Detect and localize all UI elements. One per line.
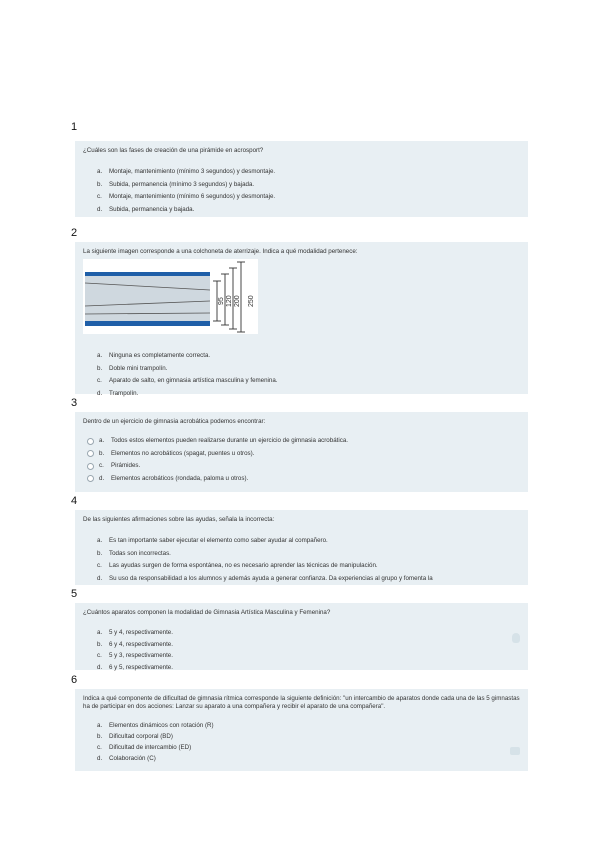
- answer-option[interactable]: [97, 662, 520, 674]
- option-letter: b.: [97, 640, 103, 648]
- landing-mat-diagram: [83, 259, 258, 334]
- answer-option[interactable]: [97, 560, 520, 573]
- answer-option[interactable]: [97, 720, 520, 731]
- dimension-label: 200: [234, 295, 241, 307]
- question-card: [75, 603, 528, 670]
- option-text: Elementos acrobáticos (rondada, paloma u otros).: [111, 474, 249, 482]
- option-text: Aparato de salto, en gimnasia artística masculina y femenina.: [109, 377, 278, 384]
- answer-option[interactable]: [97, 742, 520, 753]
- question-number: 2: [71, 227, 78, 239]
- option-text: Montaje, mantenimiento (mínimo 6 segundos) y desmontaje.: [109, 193, 276, 200]
- option-letter: c.: [97, 193, 102, 200]
- answer-options: [83, 435, 520, 485]
- answer-option[interactable]: [97, 639, 520, 651]
- question-text: ¿Cuántos aparatos componen la modalidad de Gimnasia Artística Masculina y Femenina?: [83, 609, 331, 616]
- option-letter: b.: [97, 549, 103, 557]
- question-number: 6: [71, 674, 78, 686]
- option-letter: c.: [99, 462, 104, 469]
- dimension-label: 120: [226, 295, 233, 307]
- answer-option[interactable]: [97, 375, 520, 388]
- answer-options: [83, 166, 520, 216]
- option-text: Elementos dinámicos con rotación (R): [109, 722, 214, 729]
- option-text: Pirámides.: [111, 462, 141, 469]
- option-letter: a.: [97, 168, 103, 175]
- answer-option[interactable]: [87, 460, 520, 473]
- question-text: Indica a qué componente de dificultad de gimnasia rítmica corresponde la siguiente definición: "un intercambio de aparatos donde cada una de las 5 gimnastas ha de participar en dos acciones: Lanzar su aparato a una compañera y recibir el aparato de una compañera".: [83, 695, 520, 710]
- option-text: Todas son incorrectas.: [109, 549, 171, 557]
- option-letter: c.: [97, 562, 102, 569]
- option-letter: d.: [99, 474, 105, 482]
- option-letter: d.: [97, 574, 103, 582]
- option-text: Subida, permanencia y bajada.: [109, 205, 195, 213]
- answer-option[interactable]: [97, 548, 520, 561]
- option-letter: a.: [97, 352, 103, 359]
- option-letter: a.: [99, 437, 105, 444]
- answer-option[interactable]: [97, 388, 520, 401]
- answer-option[interactable]: [97, 535, 520, 548]
- answer-option[interactable]: [97, 350, 520, 363]
- option-letter: a.: [97, 537, 103, 544]
- answer-option[interactable]: [97, 650, 520, 662]
- question-card: [75, 141, 528, 217]
- option-letter: d.: [97, 389, 103, 397]
- watermark-icon: [512, 633, 520, 643]
- answer-option[interactable]: [97, 166, 520, 179]
- question-number: 3: [71, 397, 78, 409]
- watermark-icon: [510, 747, 520, 755]
- option-letter: d.: [97, 205, 103, 213]
- option-letter: b.: [97, 733, 103, 740]
- option-text: Montaje, mantenimiento (mínimo 3 segundos) y desmontaje.: [109, 168, 276, 175]
- question-number: 5: [71, 588, 78, 600]
- radio-button[interactable]: [87, 438, 94, 445]
- radio-button[interactable]: [87, 463, 94, 470]
- answer-option[interactable]: [97, 573, 520, 586]
- option-letter: b.: [97, 180, 103, 188]
- question-text: De las siguientes afirmaciones sobre las ayudas, señala la incorrecta:: [83, 516, 275, 523]
- dimension-label: 95: [218, 297, 225, 305]
- question-text: La siguiente imagen corresponde a una colchoneta de aterrizaje. Indica a qué modalidad pertenece:: [83, 248, 358, 255]
- question-card: [75, 510, 528, 585]
- answer-options: [83, 720, 520, 764]
- radio-button[interactable]: [87, 450, 94, 457]
- option-letter: c.: [97, 744, 102, 751]
- option-text: Su uso da responsabilidad a los alumnos y además ayuda a generar confianza. Da experiencias al grupo y fomenta la: [109, 574, 433, 582]
- option-text: Ninguna es completamente correcta.: [109, 352, 211, 359]
- landing-mat-diagram-svg: [83, 259, 258, 334]
- option-text: 6 y 4, respectivamente.: [109, 640, 173, 648]
- option-letter: c.: [97, 652, 102, 659]
- dimension-label: 250: [248, 295, 255, 307]
- option-text: Dificultad corporal (BD): [109, 733, 173, 740]
- option-letter: a.: [97, 629, 103, 636]
- option-text: Colaboración (C): [109, 755, 156, 762]
- option-letter: a.: [97, 722, 103, 729]
- option-letter: b.: [99, 449, 105, 457]
- question-text: ¿Cuáles son las fases de creación de una pirámide en acrosport?: [83, 147, 264, 154]
- question-card: [75, 689, 528, 771]
- radio-button[interactable]: [87, 475, 94, 482]
- answer-options: [83, 627, 520, 673]
- option-text: Trampolín.: [109, 389, 139, 397]
- answer-option[interactable]: [97, 204, 520, 217]
- option-text: Elementos no acrobáticos (spagat, puentes u otros).: [111, 449, 255, 457]
- option-text: Las ayudas surgen de forma espontánea, no es necesario aprender las técnicas de manipulación.: [109, 562, 378, 569]
- option-letter: b.: [97, 364, 103, 372]
- option-text: Es tan importante saber ejecutar el elemento como saber ayudar al compañero.: [109, 537, 328, 544]
- option-text: Subida, permanencia (mínimo 3 segundos) y bajada.: [109, 180, 255, 188]
- option-text: Dificultad de intercambio (ED): [109, 744, 192, 751]
- answer-option[interactable]: [97, 191, 520, 204]
- question-card: [75, 412, 528, 492]
- answer-option[interactable]: [97, 627, 520, 639]
- answer-option[interactable]: [87, 435, 520, 448]
- option-text: 5 y 3, respectivamente.: [109, 652, 173, 659]
- question-card: [75, 242, 528, 397]
- answer-option[interactable]: [97, 179, 520, 192]
- answer-option[interactable]: [87, 473, 520, 486]
- answer-options: [83, 350, 520, 400]
- question-text: Dentro de un ejercicio de gimnasia acrobática podemos encontrar:: [83, 418, 266, 425]
- answer-option[interactable]: [97, 363, 520, 376]
- answer-option[interactable]: [87, 448, 520, 461]
- option-letter: c.: [97, 377, 102, 384]
- option-letter: d.: [97, 663, 103, 671]
- option-text: Todos estos elementos pueden realizarse durante un ejercicio de gimnasia acrobática.: [111, 437, 348, 444]
- option-text: 5 y 4, respectivamente.: [109, 629, 173, 636]
- answer-option[interactable]: [97, 753, 520, 764]
- option-letter: d.: [97, 755, 103, 762]
- answer-options: [83, 535, 520, 585]
- option-text: 6 y 5, respectivamente.: [109, 663, 173, 671]
- question-number: 1: [71, 121, 78, 133]
- answer-option[interactable]: [97, 731, 520, 742]
- question-number: 4: [71, 495, 78, 507]
- option-text: Doble mini trampolín.: [109, 364, 168, 372]
